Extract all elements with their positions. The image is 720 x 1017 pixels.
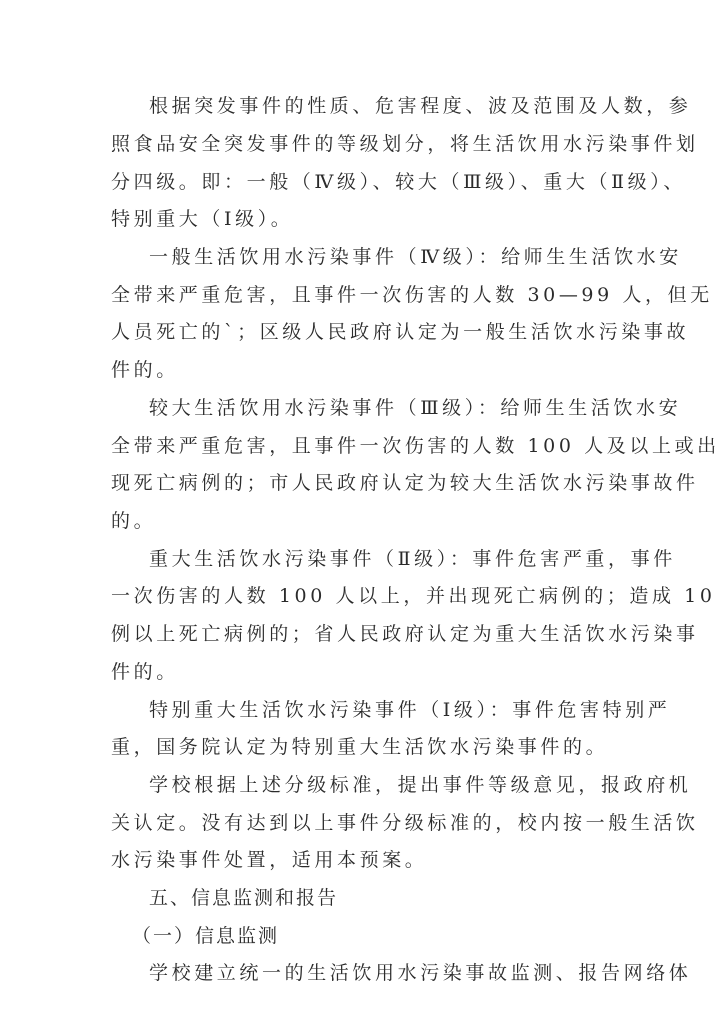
paragraph-line: 重，国务院认定为特别重大生活饮水污染事件的。 xyxy=(111,736,609,758)
subsection-heading: （一）信息监测 xyxy=(132,925,280,947)
paragraph-line: 学校建立统一的生活饮用水污染事故监测、报告网络体 xyxy=(149,962,692,984)
paragraph-line: 件的。 xyxy=(111,359,179,381)
paragraph-line: 全带来严重危害，且事件一次伤害的人数 30—99 人，但无 xyxy=(111,284,713,306)
paragraph-line: 分四级。即：一般（Ⅳ级）、较大（Ⅲ级）、重大（Ⅱ级）、 xyxy=(111,171,686,193)
paragraph-line: 根据突发事件的性质、危害程度、波及范围及人数，参 xyxy=(149,95,692,117)
paragraph-line: 的。 xyxy=(111,510,157,532)
paragraph-line: 关认定。没有达到以上事件分级标准的，校内按一般生活饮 xyxy=(111,812,699,834)
paragraph-line: 现死亡病例的；市人民政府认定为较大生活饮水污染事故件 xyxy=(111,472,699,494)
section-heading: 五、信息监测和报告 xyxy=(149,887,339,909)
paragraph-line: 特别重大生活饮水污染事件（Ⅰ级）：事件危害特别严 xyxy=(149,699,671,721)
paragraph-line: 一般生活饮用水污染事件（Ⅳ级）：给师生生活饮水安 xyxy=(149,246,682,268)
paragraph-line: 照食品安全突发事件的等级划分，将生活饮用水污染事件划 xyxy=(111,133,699,155)
paragraph-line: 一次伤害的人数 100 人以上，并出现死亡病例的；造成 10 xyxy=(111,585,716,607)
paragraph-line: 特别重大（Ⅰ级）。 xyxy=(111,208,294,230)
paragraph-line: 水污染事件处置，适用本预案。 xyxy=(111,849,428,871)
paragraph-line: 较大生活饮用水污染事件（Ⅲ级）：给师生生活饮水安 xyxy=(149,397,682,419)
paragraph-line: 例以上死亡病例的；省人民政府认定为重大生活饮水污染事 xyxy=(111,623,699,645)
paragraph-line: 重大生活饮水污染事件（Ⅱ级）：事件危害严重，事件 xyxy=(149,548,676,570)
paragraph-line: 全带来严重危害，且事件一次伤害的人数 100 人及以上或出 xyxy=(111,435,720,457)
paragraph-line: 件的。 xyxy=(111,661,179,683)
paragraph-line: 学校根据上述分级标准，提出事件等级意见，报政府机 xyxy=(149,774,692,796)
paragraph-line: 人员死亡的`；区级人民政府认定为一般生活饮水污染事故 xyxy=(111,321,690,343)
